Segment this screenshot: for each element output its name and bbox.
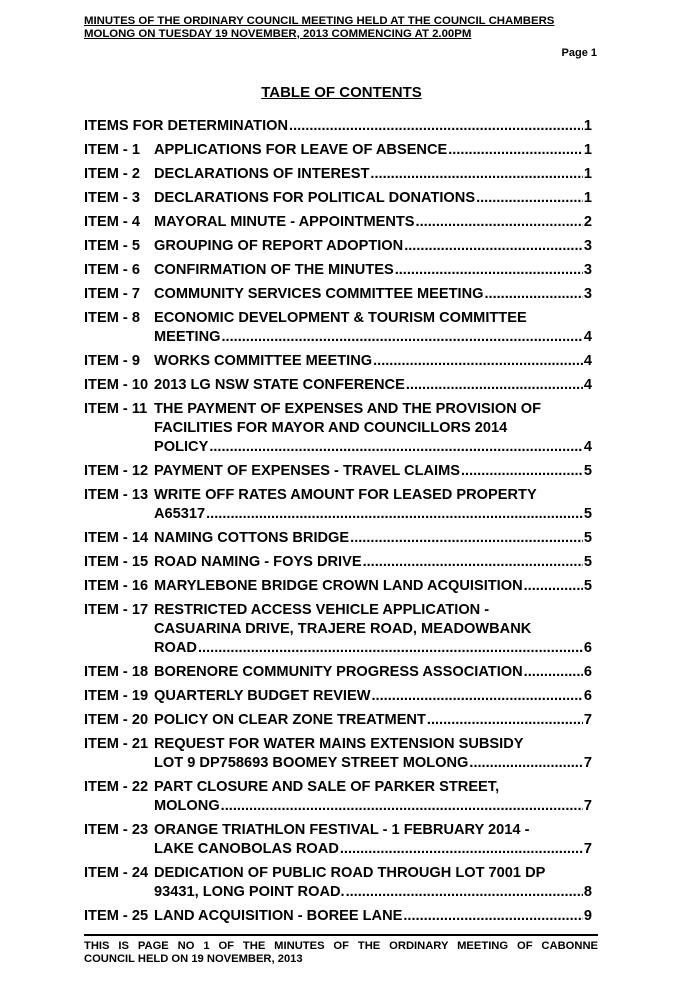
toc-entry — [84, 735, 592, 773]
toc-entry-title: LAND ACQUISITION - BOREE LANE — [154, 908, 403, 924]
toc-page-number: 5 — [583, 506, 592, 522]
toc-item-label: ITEM - 25 — [84, 908, 149, 924]
toc-item-label: ITEM - 2 — [84, 166, 140, 182]
toc-entry-line — [154, 553, 592, 572]
dot-leader — [448, 141, 583, 160]
toc-page-number: 4 — [583, 377, 592, 393]
toc-entry-title: PAYMENT OF EXPENSES - TRAVEL CLAIMS — [154, 463, 460, 479]
toc-page-number: 1 — [583, 142, 592, 158]
toc-entry-line — [154, 213, 592, 232]
toc-item-label: ITEM - 21 — [84, 736, 149, 752]
toc-entry-line — [154, 639, 592, 658]
toc-entry — [84, 687, 592, 706]
toc-entry-line — [154, 687, 592, 706]
toc-entry — [84, 117, 592, 136]
toc-entry-body — [154, 687, 592, 706]
toc-title: TABLE OF CONTENTS — [261, 84, 422, 101]
toc-item-label: ITEM - 13 — [84, 487, 149, 503]
dot-leader — [484, 285, 582, 304]
dot-leader — [221, 797, 583, 816]
toc-entry-body — [154, 285, 592, 304]
toc-entry-line — [154, 141, 592, 160]
dot-leader — [363, 553, 583, 572]
toc-entry — [84, 400, 592, 457]
toc-entry-body — [154, 601, 592, 658]
toc-entry-line — [154, 529, 592, 548]
toc-entry-title: CASUARINA DRIVE, TRAJERE ROAD, MEADOWBANK — [154, 621, 532, 637]
toc-entry-body — [154, 577, 592, 596]
toc-entry — [84, 821, 592, 859]
toc-entry-title: WORKS COMMITTEE MEETING — [154, 353, 373, 369]
toc-item-label: ITEM - 11 — [84, 401, 148, 417]
toc-item-label: ITEM - 24 — [84, 865, 149, 881]
toc-page-number: 5 — [583, 578, 592, 594]
toc-page-number: 9 — [583, 908, 592, 924]
dot-leader — [373, 352, 583, 371]
toc-entry-line — [154, 663, 592, 682]
toc-entry — [84, 165, 592, 184]
toc-item-label: ITEM - 18 — [84, 664, 149, 680]
toc-entry — [84, 486, 592, 524]
dot-leader — [206, 505, 583, 524]
toc-entry-body — [154, 400, 592, 457]
toc-entry — [84, 462, 592, 481]
dot-leader — [406, 376, 583, 395]
toc-entry-line — [154, 821, 592, 840]
toc-entry-title: NAMING COTTONS BRIDGE — [154, 530, 350, 546]
toc-entry — [84, 309, 592, 347]
toc-entry-title: BORENORE COMMUNITY PROGRESS ASSOCIATION — [154, 664, 523, 680]
toc-entry — [84, 553, 592, 572]
toc-entry-line — [154, 735, 592, 754]
toc-entry-body — [154, 165, 592, 184]
toc-page-number: 5 — [583, 463, 592, 479]
toc-item-label: ITEM - 15 — [84, 554, 149, 570]
toc-entry-title: DEDICATION OF PUBLIC ROAD THROUGH LOT 7001 DP — [154, 865, 546, 881]
toc-item-label: ITEM - 6 — [84, 262, 140, 278]
toc-entry — [84, 663, 592, 682]
toc-item-label: ITEM - 1 — [84, 142, 140, 158]
toc-item-label: ITEM - 22 — [84, 779, 149, 795]
toc-entry-line — [154, 778, 592, 797]
toc-entry-line — [154, 352, 592, 371]
toc-entry-body — [154, 663, 592, 682]
toc-entry — [84, 907, 592, 926]
footer-line-2: COUNCIL HELD ON 19 NOVEMBER, 2013 — [84, 953, 303, 965]
toc-entry — [84, 237, 592, 256]
toc-page-number: 7 — [583, 755, 592, 771]
toc-entry-line — [154, 438, 592, 457]
toc-entry-title: MAYORAL MINUTE - APPOINTMENTS — [154, 214, 415, 230]
toc-page-number: 6 — [583, 688, 592, 704]
toc-page-number: 7 — [583, 841, 592, 857]
toc-entry-line — [154, 419, 592, 438]
dot-leader — [476, 189, 583, 208]
toc-entry-title: FACILITIES FOR MAYOR AND COUNCILLORS 2014 — [154, 420, 508, 436]
toc-entry-line — [154, 601, 592, 620]
toc-page-number: 3 — [583, 286, 592, 302]
toc-entry — [84, 711, 592, 730]
toc-entry-line — [154, 237, 592, 256]
toc-entry-body — [154, 376, 592, 395]
toc-entry-line — [154, 376, 592, 395]
toc-entry-title: DECLARATIONS FOR POLITICAL DONATIONS — [154, 190, 476, 206]
dot-leader — [416, 213, 583, 232]
dot-leader — [404, 237, 583, 256]
toc-entry-body — [154, 237, 592, 256]
toc-entry-line — [154, 840, 592, 859]
toc-page-number: 1 — [583, 118, 592, 134]
toc-entry-title: GROUPING OF REPORT ADOPTION — [154, 238, 404, 254]
toc-item-label: ITEM - 7 — [84, 286, 140, 302]
toc-entry-line — [154, 883, 592, 902]
toc-entry — [84, 141, 592, 160]
toc-entry — [84, 529, 592, 548]
toc-entry — [84, 577, 592, 596]
toc-page-number: 3 — [583, 238, 592, 254]
toc-entry-line — [154, 620, 592, 639]
toc-entry-line — [154, 309, 592, 328]
dot-leader — [221, 328, 582, 347]
toc-entry-body — [154, 141, 592, 160]
toc-item-label: ITEM - 20 — [84, 712, 149, 728]
toc-entry-title: QUARTERLY BUDGET REVIEW — [154, 688, 371, 704]
dot-leader — [395, 261, 583, 280]
toc-item-label: ITEM - 3 — [84, 190, 140, 206]
toc-entry-line — [84, 117, 592, 136]
toc-entry-line — [154, 577, 592, 596]
toc-item-label: ITEM - 4 — [84, 214, 140, 230]
dot-leader — [461, 462, 583, 481]
toc-entry — [84, 189, 592, 208]
toc-entry-title: A65317 — [154, 506, 206, 522]
dot-leader — [427, 711, 583, 730]
toc-entry-line — [154, 261, 592, 280]
toc-entry-line — [154, 328, 592, 347]
dot-leader — [209, 438, 583, 457]
toc-entry-line — [154, 505, 592, 524]
dot-leader — [289, 117, 583, 136]
toc-item-label: ITEM - 5 — [84, 238, 140, 254]
toc-entry-line — [154, 797, 592, 816]
toc-entry-body — [154, 189, 592, 208]
toc-entry-title: MARYLEBONE BRIDGE CROWN LAND ACQUISITION — [154, 578, 523, 594]
toc-item-label: ITEM - 8 — [84, 310, 140, 326]
toc-entry-body — [154, 486, 592, 524]
toc-entry-body — [154, 462, 592, 481]
footer-line-1: THIS IS PAGE NO 1 OF THE MINUTES OF THE ORDINARY MEETING OF CABONNE — [84, 940, 598, 952]
toc-entry-body — [154, 309, 592, 347]
header-line-1: MINUTES OF THE ORDINARY COUNCIL MEETING HELD AT THE COUNCIL CHAMBERS — [84, 15, 555, 27]
dot-leader — [372, 687, 583, 706]
toc-entry-title: COMMUNITY SERVICES COMMITTEE MEETING — [154, 286, 484, 302]
toc-entry-title: MOLONG — [154, 798, 220, 814]
toc-entry-line — [154, 165, 592, 184]
toc-page-number: 6 — [583, 640, 592, 656]
toc-page-number: 5 — [583, 530, 592, 546]
toc-entry-title: THE PAYMENT OF EXPENSES AND THE PROVISION OF — [154, 401, 542, 417]
toc-entry-title: PART CLOSURE AND SALE OF PARKER STREET, — [154, 779, 500, 795]
toc-entry-body — [84, 117, 592, 136]
toc-entry-title: 93431, LONG POINT ROAD. — [154, 884, 345, 900]
toc-entry-title: DECLARATIONS OF INTEREST — [154, 166, 370, 182]
toc-entry-title: POLICY — [154, 439, 209, 455]
toc-item-label: ITEM - 14 — [84, 530, 149, 546]
page-number: Page 1 — [561, 47, 597, 59]
toc-item-label: ITEM - 16 — [84, 578, 149, 594]
toc-entry-title: ECONOMIC DEVELOPMENT & TOURISM COMMITTEE — [154, 310, 527, 326]
toc-page-number: 7 — [583, 798, 592, 814]
toc-entry-line — [154, 711, 592, 730]
toc-entry-line — [154, 400, 592, 419]
toc-entry-body — [154, 778, 592, 816]
toc-page-number: 4 — [583, 353, 592, 369]
toc-item-label: ITEM - 17 — [84, 602, 149, 618]
toc-page-number: 4 — [583, 439, 592, 455]
toc-entry-body — [154, 735, 592, 773]
toc-entry-title: ROAD NAMING - FOYS DRIVE — [154, 554, 362, 570]
toc-entry-title: LAKE CANOBOLAS ROAD — [154, 841, 339, 857]
dot-leader — [403, 907, 583, 926]
dot-leader — [198, 639, 583, 658]
toc-page-number: 6 — [583, 664, 592, 680]
toc-entry-body — [154, 553, 592, 572]
toc-entry-line — [154, 285, 592, 304]
toc-entry — [84, 261, 592, 280]
toc-item-label: ITEM - 10 — [84, 377, 149, 393]
toc-entry-title: APPLICATIONS FOR LEAVE OF ABSENCE — [154, 142, 448, 158]
toc-entry — [84, 864, 592, 902]
toc-entry-body — [154, 821, 592, 859]
toc-page-number: 5 — [583, 554, 592, 570]
toc-entry-body — [154, 864, 592, 902]
toc-entry-title: POLICY ON CLEAR ZONE TREATMENT — [154, 712, 426, 728]
toc-entry-line — [154, 864, 592, 883]
toc-item-label: ITEM - 23 — [84, 822, 149, 838]
toc-entry-body — [154, 529, 592, 548]
toc-page-number: 8 — [583, 884, 592, 900]
toc-entry — [84, 352, 592, 371]
table-of-contents — [84, 117, 592, 931]
toc-item-label: ITEM - 19 — [84, 688, 149, 704]
toc-page-number: 7 — [583, 712, 592, 728]
toc-entry-title: MEETING — [154, 329, 221, 345]
toc-page-number: 3 — [583, 262, 592, 278]
toc-page-number: 1 — [583, 190, 592, 206]
toc-entry-title: ITEMS FOR DETERMINATION — [84, 118, 289, 134]
toc-entry-body — [154, 352, 592, 371]
toc-entry-title: 2013 LG NSW STATE CONFERENCE — [154, 377, 405, 393]
toc-page-number: 2 — [583, 214, 592, 230]
toc-entry-title: LOT 9 DP758693 BOOMEY STREET MOLONG — [154, 755, 469, 771]
dot-leader — [469, 754, 582, 773]
dot-leader — [340, 840, 583, 859]
dot-leader — [524, 663, 583, 682]
toc-entry-body — [154, 261, 592, 280]
toc-entry-line — [154, 189, 592, 208]
toc-entry — [84, 601, 592, 658]
dot-leader — [346, 883, 583, 902]
toc-entry-title: REQUEST FOR WATER MAINS EXTENSION SUBSIDY — [154, 736, 524, 752]
toc-entry — [84, 376, 592, 395]
dot-leader — [350, 529, 583, 548]
document-header — [84, 15, 598, 41]
toc-entry-title: ROAD — [154, 640, 197, 656]
toc-entry-line — [154, 907, 592, 926]
toc-entry-title: CONFIRMATION OF THE MINUTES — [154, 262, 394, 278]
toc-entry-line — [154, 486, 592, 505]
toc-entry-body — [154, 907, 592, 926]
dot-leader — [370, 165, 582, 184]
toc-entry-title: ORANGE TRIATHLON FESTIVAL - 1 FEBRUARY 2014 - — [154, 822, 530, 838]
toc-entry-body — [154, 213, 592, 232]
dot-leader — [524, 577, 583, 596]
toc-entry-line — [154, 462, 592, 481]
document-footer — [84, 934, 598, 966]
toc-entry-body — [154, 711, 592, 730]
toc-entry-title: RESTRICTED ACCESS VEHICLE APPLICATION - — [154, 602, 490, 618]
toc-item-label: ITEM - 9 — [84, 353, 140, 369]
toc-entry — [84, 778, 592, 816]
toc-page-number: 4 — [583, 329, 592, 345]
toc-entry-line — [154, 754, 592, 773]
toc-entry-title: WRITE OFF RATES AMOUNT FOR LEASED PROPERTY — [154, 487, 537, 503]
header-line-2: MOLONG ON TUESDAY 19 NOVEMBER, 2013 COMMENCING AT 2.00PM — [84, 28, 472, 40]
toc-entry — [84, 213, 592, 232]
toc-page-number: 1 — [583, 166, 592, 182]
toc-entry — [84, 285, 592, 304]
toc-item-label: ITEM - 12 — [84, 463, 149, 479]
